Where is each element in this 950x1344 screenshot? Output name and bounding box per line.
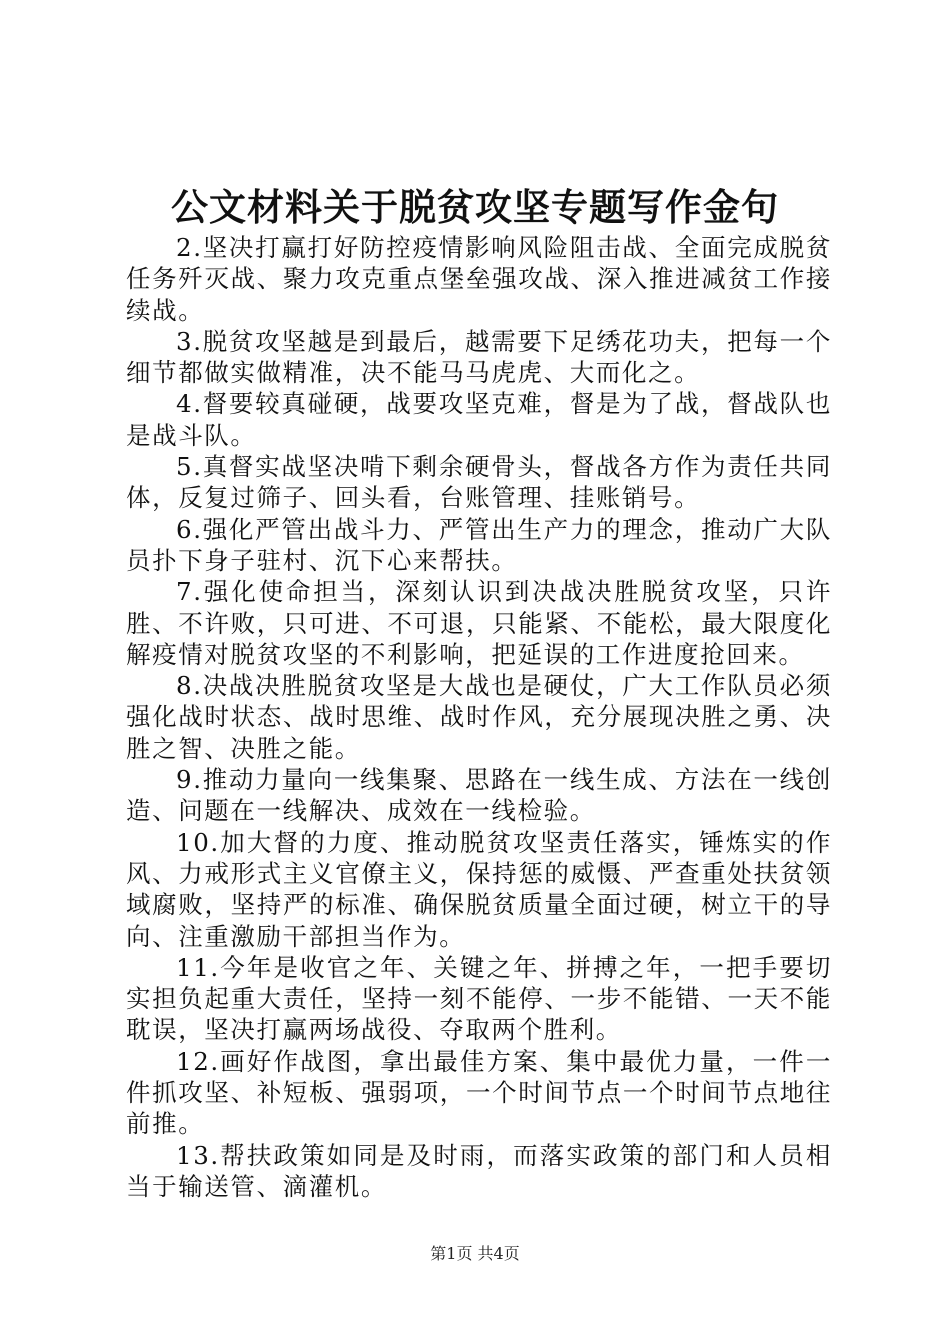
paragraph: 2.坚决打赢打好防控疫情影响风险阻击战、全面完成脱贫任务歼灭战、聚力攻克重点堡垒强攻战、深入推进减贫工作接续战。 <box>126 233 832 325</box>
paragraph: 9.推动力量向一线集聚、思路在一线生成、方法在一线创造、问题在一线解决、成效在一线检验。 <box>126 765 832 826</box>
paragraph: 3.脱贫攻坚越是到最后，越需要下足绣花功夫，把每一个细节都做实做精准，决不能马马虎虎、大而化之。 <box>126 326 832 388</box>
paragraph: 8.决战决胜脱贫攻坚是大战也是硬仗，广大工作队员必须强化战时状态、战时思维、战时作风，充分展现决胜之勇、决胜之智、决胜之能。 <box>126 671 832 763</box>
page-footer: 第1页 共4页 <box>430 1244 520 1263</box>
paragraph: 12.画好作战图，拿出最佳方案、集中最优力量，一件一件抓攻坚、补短板、强弱项，一个时间节点一个时间节点地往前推。 <box>126 1046 832 1139</box>
paragraph: 7.强化使命担当，深刻认识到决战决胜脱贫攻坚，只许胜、不许败，只可进、不可退，只能紧、不能松，最大限度化解疫情对脱贫攻坚的不利影响，把延误的工作进度抢回来。 <box>126 577 832 669</box>
paragraph: 10.加大督的力度、推动脱贫攻坚责任落实，锤炼实的作风、力戒形式主义官僚主义，保持惩的威慑、严查重处扶贫领域腐败，坚持严的标准、确保脱贫质量全面过硬，树立干的导向、注重激励干部担当作为。 <box>126 827 832 951</box>
paragraph: 6.强化严管出战斗力、严管出生产力的理念，推动广大队员扑下身子驻村、沉下心来帮扶。 <box>126 514 832 575</box>
paragraph: 4.督要较真碰硬，战要攻坚克难，督是为了战，督战队也是战斗队。 <box>126 389 832 450</box>
document-title: 公文材料关于脱贫攻坚专题写作金句 <box>171 185 779 229</box>
paragraph: 13.帮扶政策如同是及时雨，而落实政策的部门和人员相当于输送管、滴灌机。 <box>126 1140 832 1201</box>
paragraph: 5.真督实战坚决啃下剩余硬骨头，督战各方作为责任共同体，反复过筛子、回头看，台账管理、挂账销号。 <box>126 452 832 513</box>
document-body <box>126 232 832 1202</box>
paragraph: 11.今年是收官之年、关键之年、拼搏之年，一把手要切实担负起重大责任，坚持一刻不能停、一步不能错、一天不能耽误，坚决打赢两场战役、夺取两个胜利。 <box>126 952 832 1045</box>
